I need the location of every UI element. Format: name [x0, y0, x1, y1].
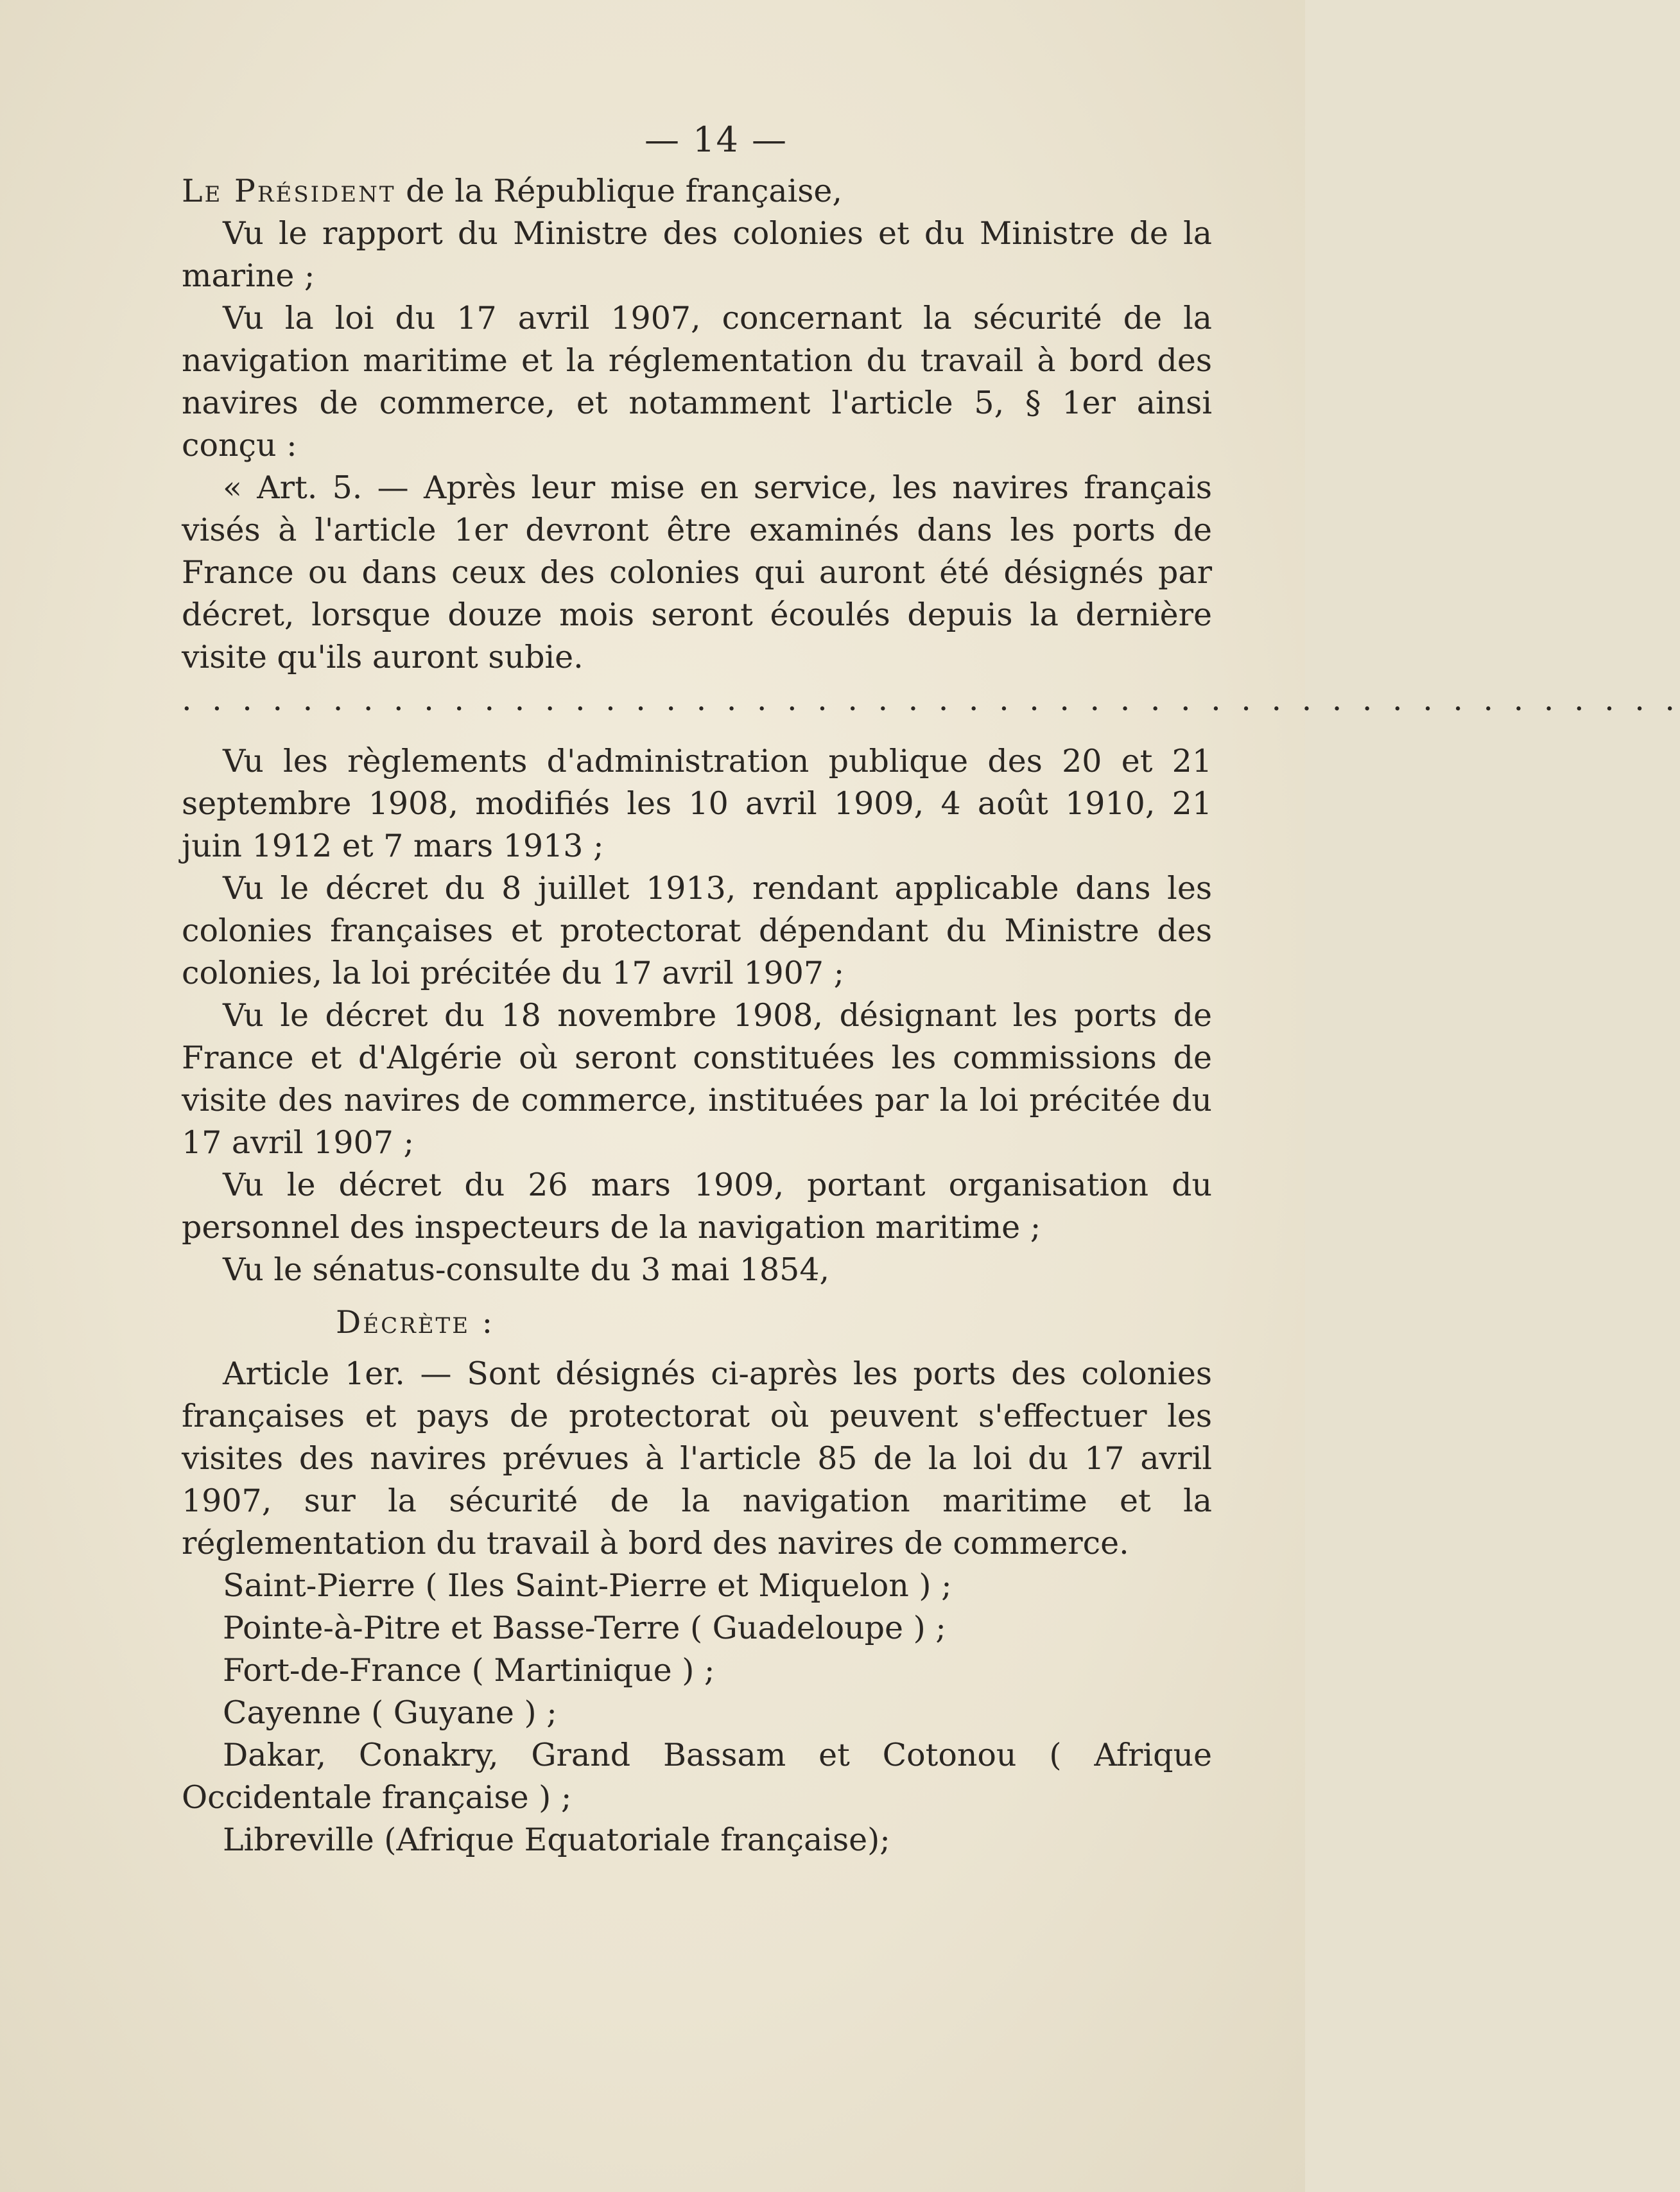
paragraph-decret-1909: Vu le décret du 26 mars 1909, portant organisation du personnel des inspecteurs de la navigation maritime ;	[182, 1167, 1212, 1246]
port-list-item: Saint-Pierre ( Iles Saint-Pierre et Miquelon ) ;	[223, 1567, 952, 1604]
port-list-item: Fort-de-France ( Martinique ) ;	[223, 1652, 715, 1689]
ellipsis-dots: . . . . . . . . . . . . . . . . . . . . . . . . . . . . . . . . . . . . . . . . . . . . . . . . . .	[182, 681, 1680, 718]
paragraph-decret-1913: Vu le décret du 8 juillet 1913, rendant applicable dans les colonies françaises et protectorat dépendant du Ministre des colonies, la loi précitée du 17 avril 1907 ;	[182, 870, 1212, 991]
paragraph-senatus-consulte: Vu le sénatus-consulte du 3 mai 1854,	[223, 1251, 830, 1288]
paragraph-decret-1908: Vu le décret du 18 novembre 1908, désignant les ports de France et d'Algérie où seront constituées les commissions de visite des navires de commerce, instituées par la loi précitée du 17 avril 1907 ;	[182, 997, 1212, 1161]
paragraph-loi-1907: Vu la loi du 17 avril 1907, concernant la sécurité de la navigation maritime et la réglementation du travail à bord des navires de commerce, et notamment l'article 5, § 1er ainsi conçu :	[182, 300, 1212, 464]
preamble-republic: de la République française,	[395, 173, 842, 209]
port-list-item: Cayenne ( Guyane ) ;	[223, 1694, 557, 1731]
paragraph-article-5: « Art. 5. — Après leur mise en service, les navires français visés à l'article 1er devront être examinés dans les ports de France ou dans ceux des colonies qui auront été désignés par décret, lorsque douze mois seront écoulés depuis la dernière visite qu'ils auront subie.	[182, 469, 1212, 675]
port-list-item: Dakar, Conakry, Grand Bassam et Cotonou ( Afrique Occidentale française ) ;	[182, 1737, 1212, 1816]
paragraph-reglements: Vu les règlements d'administration publique des 20 et 21 septembre 1908, modifiés les 10 avril 1909, 4 août 1910, 21 juin 1912 et 7 mars 1913 ;	[182, 743, 1212, 864]
article-1: Article 1er. — Sont désignés ci-après les ports des colonies françaises et pays de protectorat où peuvent s'effectuer les visites des navires prévues à l'article 85 de la loi du 17 avril 1907, sur la sécurité de la navigation maritime et la réglementation du travail à bord des navires de commerce.	[182, 1355, 1212, 1561]
decrete-heading: Décrète :	[336, 1304, 495, 1341]
port-list-item: Pointe-à-Pitre et Basse-Terre ( Guadeloupe ) ;	[223, 1610, 946, 1646]
port-list-item: Libreville (Afrique Equatoriale française);	[223, 1822, 890, 1858]
spacer	[182, 721, 1212, 740]
preamble-line	[182, 170, 1212, 213]
page-number: — 14 —	[644, 119, 788, 160]
paragraph-rapport: Vu le rapport du Ministre des colonies et du Ministre de la marine ;	[182, 215, 1212, 294]
preamble-president: Le Président	[182, 173, 396, 209]
document-body	[182, 119, 1680, 1861]
